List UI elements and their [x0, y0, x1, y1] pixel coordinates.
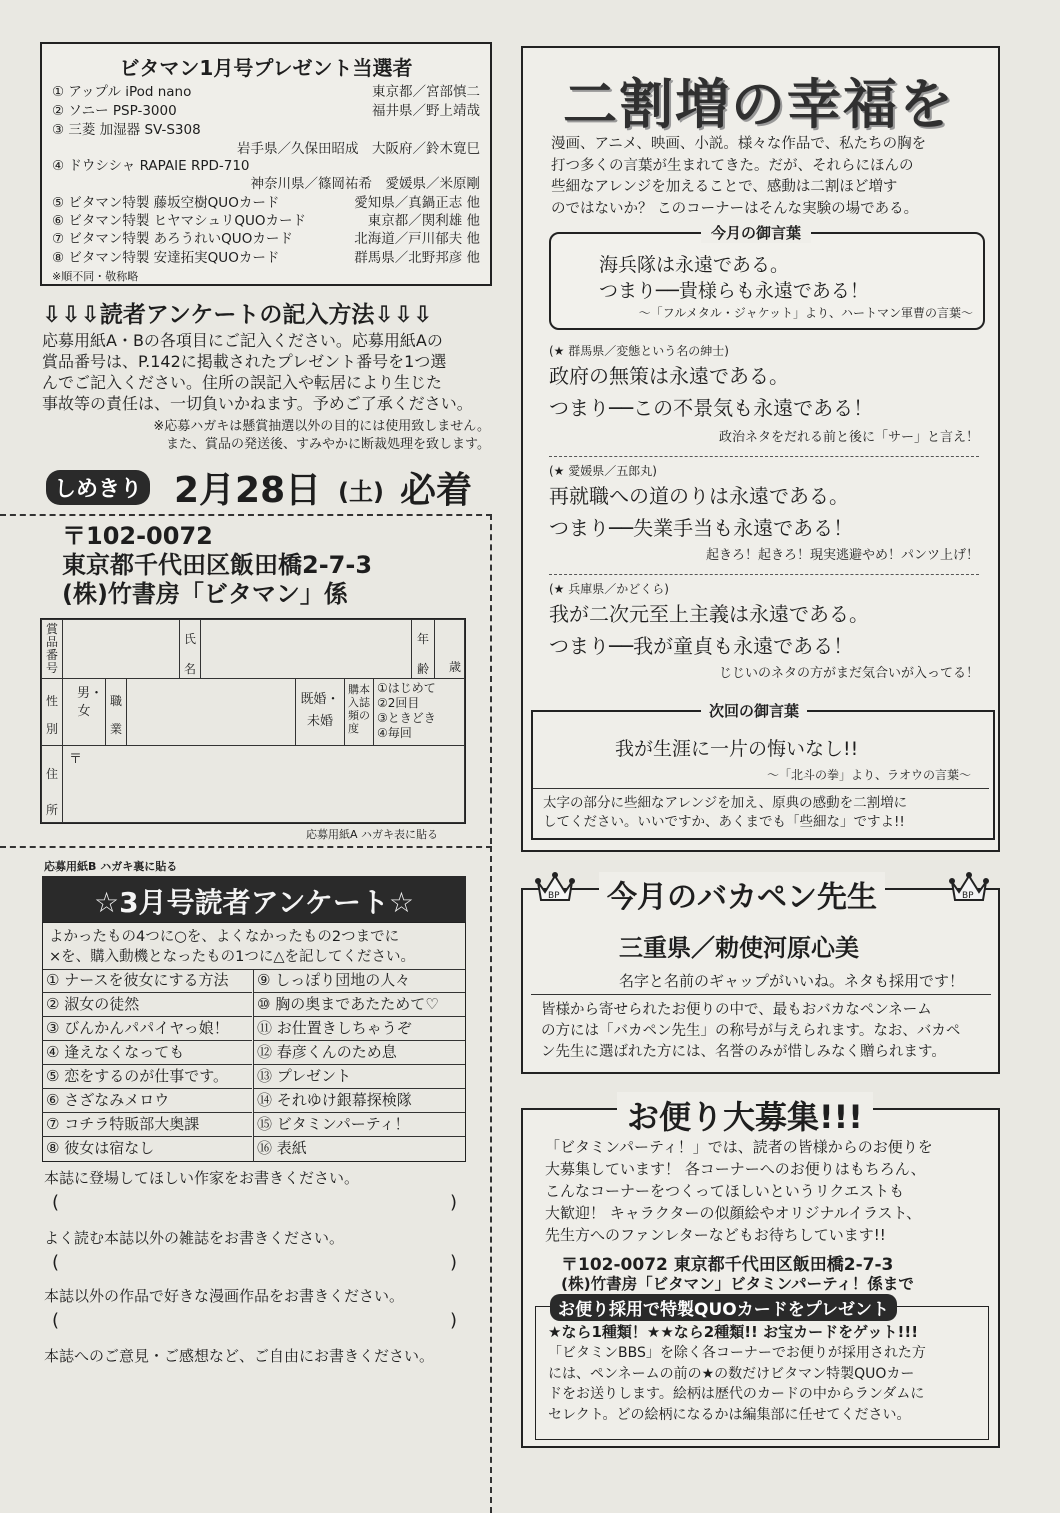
survey-item[interactable]: ⑭ それゆけ銀幕探検隊 — [253, 1089, 465, 1113]
winners-box: ビタマン1月号プレゼント当選者 ① アップル iPod nano 東京都／宮部慎二 ② ソニー PSP-3000 福井県／野上靖哉 ③ 三菱 加湿器 SV-S308 岩手県／久保田昭成 大阪府／鈴木寛巳 ④ ドウシシャ RAPAIE RPD-710 神奈川県／篠岡祐希 愛媛県／米原剛 ⑤ ビタマン特製 藤坂空樹QUOカード 愛知県／真鍋正志 他 ⑥ ビタマン特製 ヒヤマシュリQUOカード 東京都／関利雄 他 ⑦ ビタマン特製 あろうれいQUOカード 北海道／戸川郁夫 他 ⑧ ビタマン特製 安達拓実QUOカード 群馬県／北野邦彦 他 ※順不同・敬称略 — [40, 42, 492, 286]
deadline-day: (土) — [338, 478, 384, 506]
deadline-date: 2月28日 — [174, 470, 322, 511]
form-b-title: ☆3月号読者アンケート☆ — [93, 886, 414, 919]
answer-2-close[interactable]: ) — [450, 1252, 458, 1273]
month-line1: 海兵隊は永遠である。 — [599, 254, 790, 276]
address-line2: (株)竹書房「ビタマン」係 — [62, 580, 348, 608]
question-1: 本誌に登場してほしい作家をお書きください。 — [44, 1169, 360, 1187]
answer-2-open[interactable]: ( — [52, 1252, 60, 1273]
month-word-label: 今月の御言葉 — [701, 222, 811, 243]
howto-body: 応募用紙A・Bの各項目にご記入ください。応募用紙Aの 賞品番号は、P.142に掲載されたプレゼント番号を1つ選 んでご記入ください。住所の誤記入や転居により生じた 事故等の責任は、一切負いかねます。予めご了承ください。 — [42, 331, 473, 413]
howto-title: ⇩⇩⇩読者アンケートの記入方法⇩⇩⇩ — [42, 302, 433, 328]
otayori-addr1: 〒102-0072 東京都千代田区飯田橋2-7-3 — [561, 1255, 894, 1275]
next-line: 我が生涯に一片の悔いなし!! — [615, 738, 859, 760]
next-word-label: 次回の御言葉 — [701, 700, 807, 721]
next-word-box — [531, 702, 995, 840]
winners-note: ※順不同・敬称略 — [52, 270, 139, 283]
married-field[interactable]: 既婚・未婚 — [295, 678, 345, 746]
form-b-header: 応募用紙B ハガキ裏に貼る — [44, 860, 178, 873]
answer-1-close[interactable]: ) — [450, 1192, 458, 1213]
crown-icon — [535, 870, 575, 904]
survey-item[interactable]: ③ びんかんパパイヤっ娘！ — [42, 1017, 252, 1041]
freq-field[interactable]: ①はじめて ②2回目 ③ときどき ④毎回 — [373, 678, 465, 746]
quo-body: 「ビタミンBBS」を除く各コーナーでお便りが採用された方 には、ペンネームの前の★の数だけビタマン特製QUOカー ドをお送りします。絵柄は歴代のカードの中からランダムに セレクト。どの絵柄になるかは編集部に任せてください。 — [548, 1345, 926, 1423]
survey-item[interactable]: ② 淑女の徒然 — [42, 993, 252, 1017]
cut-line-a-top — [0, 514, 492, 516]
survey-item[interactable]: ① ナースを彼女にする方法 — [42, 969, 252, 993]
form-a — [40, 618, 466, 824]
survey-item[interactable]: ⑨ しっぽり団地の人々 — [253, 969, 465, 993]
cut-line-a-right — [490, 514, 492, 844]
survey-item[interactable]: ⑫ 春彦くんのため息 — [253, 1041, 465, 1065]
address-line1: 東京都千代田区飯田橋2-7-3 — [62, 551, 373, 579]
gender-label: 性別 — [45, 694, 58, 736]
age-label: 年齢 — [416, 632, 429, 676]
survey-item[interactable]: ⑬ プレゼント — [253, 1065, 465, 1089]
job-field[interactable] — [126, 678, 296, 746]
address-block — [62, 522, 372, 609]
bakapen-box — [521, 880, 1000, 1074]
month-source: 〜「フルメタル・ジャケット」より、ハートマン軍曹の言葉〜 — [638, 306, 973, 320]
freq-label: 購本入誌頻の度 — [348, 683, 370, 735]
entry: (★ 群馬県／変態という名の紳士) 政府の無策は永遠である。 つまり──この不景気も永遠である！ 政治ネタをだれる前と後に「サー」と言え！ — [549, 344, 979, 445]
otayori-addr2: (株)竹書房「ビタマン」ビタミンパーティ！係まで — [561, 1275, 914, 1293]
cut-line-b-right — [490, 846, 492, 1513]
svg-text:BP: BP — [548, 891, 560, 901]
month-line2: つまり──貴様らも永遠である！ — [599, 280, 869, 302]
prize-no-field[interactable] — [62, 619, 180, 679]
howto-notes: ※応募ハガキは懸賞抽選以外の目的には使用致しません。 また、賞品の発送後、すみやかに断裁処理を致します。 — [153, 419, 490, 452]
form-b-instruction: よかったもの4つに○を、よくなかったもの2つまでに ×を、購入動機となったもの1つに△を記してください。 — [49, 929, 416, 965]
bakapen-title: 今月のバカペン先生 — [599, 872, 885, 916]
survey-item[interactable]: ⑯ 表紙 — [257, 1139, 307, 1157]
otayori-title: お便り大募集!!! — [617, 1092, 873, 1138]
svg-text:BP: BP — [962, 891, 974, 901]
question-3: 本誌以外の作品で好きな漫画作品をお書きください。 — [44, 1287, 405, 1305]
answer-1-open[interactable]: ( — [52, 1192, 60, 1213]
winners-title: ビタマン1月号プレゼント当選者 — [119, 56, 413, 80]
age-field[interactable]: 歳 — [434, 619, 465, 679]
form-a-footer: 応募用紙A ハガキ表に貼る — [306, 828, 439, 841]
month-word-box — [549, 224, 985, 330]
question-2: よく読む本誌以外の雑誌をお書きください。 — [44, 1229, 345, 1247]
answer-3-close[interactable]: ) — [450, 1310, 458, 1331]
bakapen-winner: 三重県／勅使河原心美 — [619, 934, 859, 962]
address-label: 住所 — [45, 767, 58, 817]
question-4: 本誌へのご意見・ご感想など、ご自由にお書きください。 — [44, 1347, 435, 1365]
otayori-box — [521, 1098, 1000, 1448]
deadline-label: しめきり — [46, 470, 150, 505]
survey-item[interactable]: ⑮ ビタミンパーティ！ — [253, 1113, 465, 1137]
bakapen-comment: 名字と名前のギャップがいいね。ネタも採用です！ — [619, 972, 965, 990]
name-field[interactable] — [200, 619, 412, 679]
niwari-footer: 太字の部分に些細なアレンジを加え、原典の感動を二割増に してください。いいですか、あくまでも「些細な」ですよ!! — [543, 795, 908, 830]
survey-item[interactable]: ⑦ コチラ特販部大奥課 — [42, 1113, 252, 1137]
quo-lead: ★なら1種類！★★なら2種類!! お宝カードをゲット!!! — [548, 1323, 919, 1341]
survey-item[interactable]: ④ 逢えなくなっても — [42, 1041, 252, 1065]
survey-item[interactable]: ⑩ 胸の奥まであたためて♡ — [253, 993, 465, 1017]
niwari-intro: 漫画、アニメ、映画、小説。様々な作品で、私たちの胸を 打つ多くの言葉が生まれてきた。だが、それらにほんの 些細なアレンジを加えることで、感動は二割ほど増す のではないか？ このコーナーはそんな実験の場である。 — [551, 136, 927, 217]
name-label: 氏名 — [183, 632, 196, 676]
survey-item[interactable]: ⑥ さざなみメロウ — [42, 1089, 252, 1113]
survey-item[interactable]: ⑪ お仕置きしちゃうぞ — [253, 1017, 465, 1041]
bakapen-desc: 皆様から寄せられたお便りの中で、最もおバカなペンネーム の方には「バカペン先生」の称号が与えられます。なお、バカペ ン先生に選ばれた方には、名誉のみが惜しみなく贈られます。 — [541, 1002, 961, 1060]
gender-field[interactable]: 男・女 — [62, 678, 106, 746]
niwari-title: 二割増の幸福を — [563, 73, 955, 136]
quo-title: お便り採用で特製QUOカードをプレゼント — [550, 1294, 897, 1321]
answer-3-open[interactable]: ( — [52, 1310, 60, 1331]
next-source: 〜「北斗の拳」より、ラオウの言葉〜 — [766, 768, 971, 782]
entry: (★ 兵庫県／かどくら) 我が二次元至上主義は永遠である。 つまり──我が童貞も永遠である！ じじいのネタの方がまだ気合いが入ってる！ — [549, 582, 979, 681]
cut-line-a-bottom — [0, 846, 492, 848]
niwari-box — [521, 46, 1000, 852]
quo-box — [535, 1300, 989, 1440]
deadline-suffix: 必着 — [400, 470, 473, 511]
prize-no-label: 賞品番号 — [45, 622, 58, 675]
entry: (★ 愛媛県／五郎丸) 再就職への道のりは永遠である。 つまり──失業手当も永遠である！ 起きろ！起きろ！現実逃避やめ！パンツ上げ！ — [549, 464, 979, 563]
crown-icon — [949, 870, 989, 904]
survey-item[interactable]: ⑧ 彼女は宿なし — [46, 1139, 155, 1157]
survey-item[interactable]: ⑤ 恋をするのが仕事です。 — [42, 1065, 252, 1089]
job-label: 職業 — [109, 694, 122, 736]
address-zip: 〒102-0072 — [62, 522, 213, 550]
otayori-body: 「ビタミンパーティ！」では、読者の皆様からのお便りを 大募集しています！ 各コーナーへのお便りはもちろん、 こんなコーナーをつくってほしいというリクエストも 大歓迎！ キャラクターの似顔絵やオリジナルイラスト、 先生方へのファンレターなどもお待ちしています!! — [545, 1138, 933, 1244]
address-field[interactable]: 〒 — [62, 745, 465, 823]
form-b-title-bar — [42, 876, 466, 922]
